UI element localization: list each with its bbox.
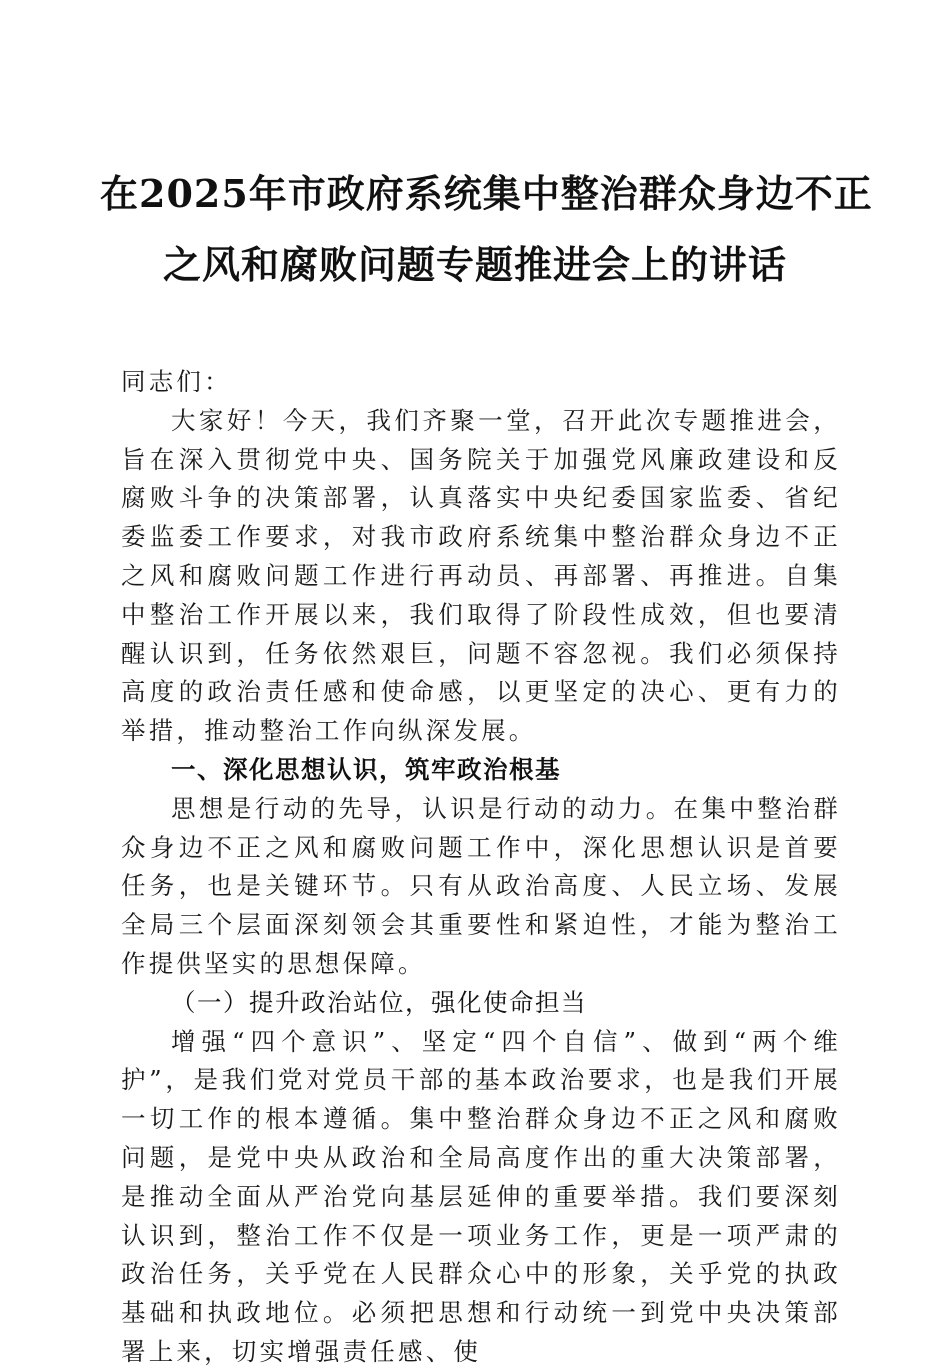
subsection-1-heading: （一）提升政治站位，强化使命担当 [171, 987, 587, 1017]
salutation: 同志们： [121, 367, 232, 396]
document-body [121, 363, 841, 1372]
section-1-heading: 一、深化思想认识，筑牢政治根基 [171, 754, 561, 784]
document-title-line-1: 在2025年市政府系统集中整治群众身边不正 [100, 171, 873, 216]
document-title-line-2: 之风和腐败问题专题推进会上的讲话 [162, 242, 787, 287]
section-1-paragraph: 思想是行动的先导，认识是行动的动力。在集中整治群众身边不正之风和腐败问题工作中，深化思想认识是首要任务，也是关键环节。只有从政治高度、人民立场、发展全局三个层面深刻领会其重要性和紧迫性，才能为整治工作提供坚实的思想保障。 [121, 793, 841, 978]
intro-paragraph: 大家好！今天，我们齐聚一堂，召开此次专题推进会，旨在深入贯彻党中央、国务院关于加强党风廉政建设和反腐败斗争的决策部署，认真落实中央纪委国家监委、省纪委监委工作要求，对我市政府系统集中整治群众身边不正之风和腐败问题工作进行再动员、再部署、再推进。自集中整治工作开展以来，我们取得了阶段性成效，但也要清醒认识到，任务依然艰巨，问题不容忽视。我们必须保持高度的政治责任感和使命感，以更坚定的决心、更有力的举措，推动整治工作向纵深发展。 [121, 405, 841, 746]
subsection-1-paragraph: 增强“四个意识”、坚定“四个自信”、做到“两个维护”，是我们党对党员干部的基本政治要求，也是我们开展一切工作的根本遵循。集中整治群众身边不正之风和腐败问题，是党中央从政治和全局高度作出的重大决策部署，是推动全面从严治党向基层延伸的重要举措。我们要深刻认识到，整治工作不仅是一项业务工作，更是一项严肃的政治任务，关乎党在人民群众心中的形象，关乎党的执政基础和执政地位。必须把思想和行动统一到党中央决策部署上来，切实增强责任感、使 [121, 1026, 841, 1366]
